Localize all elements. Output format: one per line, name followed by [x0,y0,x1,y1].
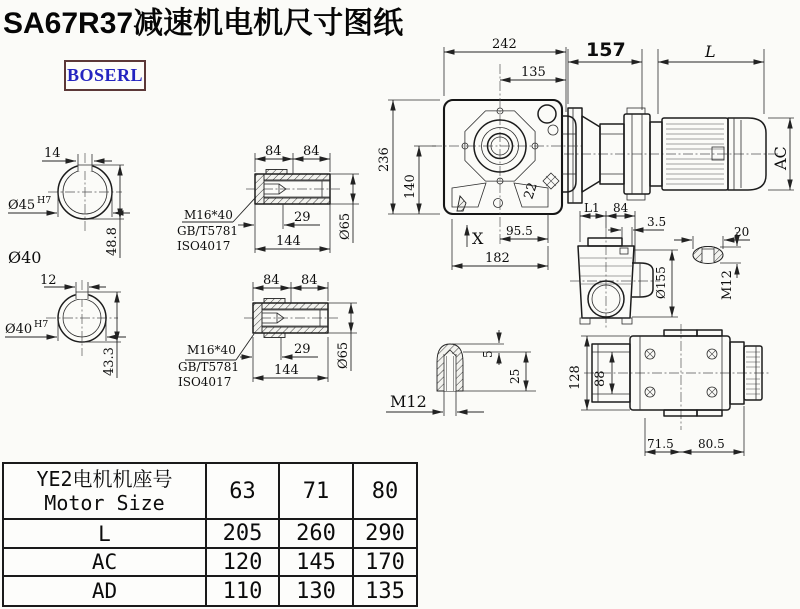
dim-sleeve-od: Ø65 [338,212,353,240]
dim-bore-diameter: Ø40 [5,322,33,337]
breather-detail [674,225,750,300]
row-label-L: L [3,519,206,548]
dim-bottom-height: 128 [568,365,583,390]
value-AC-71: 145 [279,548,353,576]
bolt-spec-label: M16*40 [184,208,233,222]
dim-hub-length-b: 84 [301,273,318,288]
standard-label-gb: GB/T5781 [177,224,238,238]
section-view-40 [5,273,126,378]
dim-keyway-width: 12 [40,273,57,288]
shaft-diameter-note: Ø40 [8,248,42,267]
value-AD-63: 110 [206,576,279,606]
dim-bottom-inner-height: 88 [593,370,608,387]
dim-flange-diameter: Ø155 [654,266,668,299]
table-size-71: 71 [279,463,353,519]
table-header-cn: YE2电机机座号 [36,467,173,491]
dim-bore-depth: 29 [294,342,311,357]
dim-center-to-edge: 135 [521,65,546,80]
dim-bolt-note: 22 [521,180,541,202]
standard-label-iso: ISO4017 [177,239,231,253]
dim-housing-height: 236 [377,147,392,172]
table-row-AD [3,576,417,606]
dim-bottom-len-a: 71.5 [647,437,674,451]
dim-keyway-width: 14 [44,146,61,161]
value-AD-80: 135 [353,576,417,606]
bolt-spec-label: M16*40 [187,343,236,357]
value-L-71: 260 [279,519,353,548]
table-header-en: Motor Size [44,491,165,515]
row-label-AC: AC [3,548,206,576]
dim-hub-length-b: 84 [303,144,320,159]
page-title: SA67R37减速机电机尺寸图纸 [3,7,404,40]
dim-bottom-len-b: 80.5 [698,437,725,451]
table-header-label [3,463,206,519]
table-size-63: 63 [206,463,279,519]
dim-side-len-a: L1 [584,201,600,215]
dim-breather-width: 20 [734,225,750,239]
dim-keyway-height: 48.8 [105,227,120,256]
table-size-80: 80 [353,463,417,519]
mark-x: X [472,229,484,248]
bottom-view [568,324,770,456]
value-L-80: 290 [353,519,417,548]
table-row-L [3,519,417,548]
value-AD-71: 130 [279,576,353,606]
motor-size-table [2,462,418,607]
standard-label-gb: GB/T5781 [178,360,239,374]
dim-total-length: 144 [274,363,299,378]
dim-housing-width: 242 [492,37,517,52]
value-AC-63: 120 [206,548,279,576]
dim-total-length: 144 [276,234,301,249]
dim-plug-depth: 25 [508,368,522,384]
brand-logo: BOSERL [64,60,146,91]
dim-keyway-height: 43.3 [102,347,117,376]
front-view [377,37,585,270]
value-L-63: 205 [206,519,279,548]
value-AC-80: 170 [353,548,417,576]
plug-detail [386,330,536,416]
dim-hub-length-a: 84 [263,273,280,288]
dim-motor-diameter: AC [771,146,790,170]
dim-plug-cap: 5 [481,350,495,358]
dim-breather-thread: M12 [720,270,735,300]
dim-motor-length: L [705,42,716,61]
dim-base-b: 182 [485,251,510,266]
sleeve-view-bottom [178,273,357,389]
dim-plug-thread: M12 [390,392,427,411]
dim-sleeve-od: Ø65 [336,341,351,369]
dim-side-len-b: 84 [613,201,629,215]
row-label-AD: AD [3,576,206,606]
dim-bore-tolerance: H7 [34,319,49,330]
dim-hub-length-a: 84 [265,144,282,159]
dim-side-offset: 3.5 [647,215,667,229]
dim-bore-depth: 29 [294,210,311,225]
standard-label-iso: ISO4017 [178,375,232,389]
dim-bore-diameter: Ø45 [8,198,36,213]
gearbox-side-view [570,201,678,330]
section-view-45 [8,146,130,267]
motor-side-view [564,39,794,203]
dim-bore-tolerance: H7 [37,195,52,206]
dim-axis-height: 140 [403,174,418,199]
table-row-AC [3,548,417,576]
sleeve-view-top [177,144,359,253]
dim-adapter-length: 157 [586,39,626,61]
dim-base-a: 95.5 [506,224,533,238]
table-header-row [3,463,417,519]
